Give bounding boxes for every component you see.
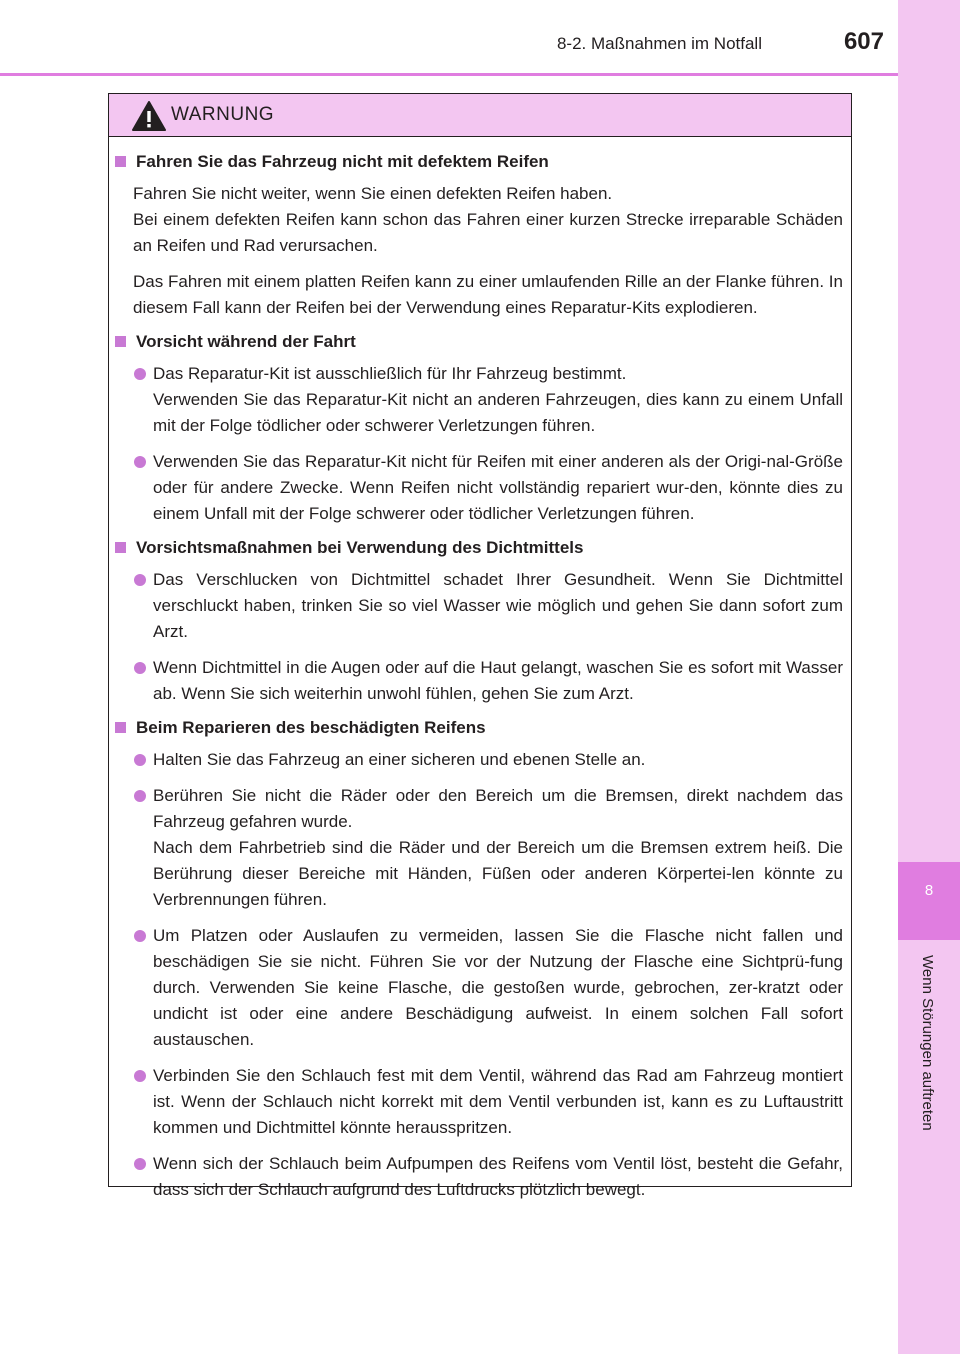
list-item xyxy=(109,1151,843,1203)
warning-header xyxy=(109,94,851,137)
list-item-text: Verbinden Sie den Schlauch fest mit dem Ventil, während das Rad am Fahrzeug montiert ist. Wenn der Schlauch nicht korrekt mit dem Ventil verbunden ist, kann es zu Luftaustritt kommen und Dichtmittel könnte herausspritzen. xyxy=(153,1066,843,1137)
body-paragraph: Bei einem defekten Reifen kann schon das Fahren einer kurzen Strecke irreparable Schäden an Reifen und Rad verursachen. xyxy=(133,210,843,255)
list-item-text: Verwenden Sie das Reparatur-Kit nicht für Reifen mit einer anderen als der Origi-nal-Größe oder für andere Zwecke. Wenn Reifen nicht vollständig repariert wur-den, könnte dies zu einem Unfall mit der Folge schwerer oder tödlicher Verletzungen führen. xyxy=(153,452,843,523)
list-item-text: Wenn Dichtmittel in die Augen oder auf die Haut gelangt, waschen Sie es sofort mit Wasser ab. Wenn Sie sich weiterhin unwohl fühlen, gehen Sie zum Arzt. xyxy=(153,658,843,703)
square-bullet-icon xyxy=(115,156,126,167)
list-item xyxy=(109,361,843,439)
section-heading xyxy=(109,329,851,355)
chapter-number: 8 xyxy=(924,882,934,899)
round-bullet-icon xyxy=(134,662,146,674)
chapter-label: Wenn Störungen auftreten xyxy=(919,955,936,1131)
square-bullet-icon xyxy=(115,722,126,733)
list-item xyxy=(109,655,843,707)
body-paragraph: Fahren Sie nicht weiter, wenn Sie einen defekten Reifen haben. xyxy=(133,184,613,203)
round-bullet-icon xyxy=(134,930,146,942)
square-bullet-icon xyxy=(115,336,126,347)
round-bullet-icon xyxy=(134,574,146,586)
section-heading-text: Fahren Sie das Fahrzeug nicht mit defektem Reifen xyxy=(136,152,549,171)
square-bullet-icon xyxy=(115,542,126,553)
list-item xyxy=(109,567,843,645)
body-paragraph: Das Fahren mit einem platten Reifen kann zu einer umlaufenden Rille an der Flanke führen. In diesem Fall kann der Reifen bei der Verwendung eines Reparatur-Kits explodieren. xyxy=(133,272,843,317)
warning-content xyxy=(109,149,851,1203)
list-item-text: Verwenden Sie das Reparatur-Kit nicht an anderen Fahrzeugen, dies kann zu einem Unfall mit der Folge tödlicher oder schwerer Verletzungen führen. xyxy=(153,390,843,435)
round-bullet-icon xyxy=(134,368,146,380)
warning-triangle-icon xyxy=(131,100,167,132)
list-item-text: Wenn sich der Schlauch beim Aufpumpen des Reifens vom Ventil löst, besteht die Gefahr, dass sich der Schlauch aufgrund des Luftdrucks plötzlich bewegt. xyxy=(153,1154,843,1199)
warning-box xyxy=(108,93,852,1199)
list-item-text: Nach dem Fahrbetrieb sind die Räder und der Bereich um die Bremsen extrem heiß. Die Berührung dieser Bereiche mit Händen, Füßen oder anderen Körpertei-len könnte zu Verbrennungen führen. xyxy=(153,838,843,909)
list-item-text: Um Platzen oder Auslaufen zu vermeiden, lassen Sie die Flasche nicht fallen und beschädigen Sie sie nicht. Führen Sie vor der Nutzung der Flasche eine Sichtprü-fung durch. Verwenden Sie keine Flasche, die gestoßen wurde, gebrochen, zer-kratzt oder undicht ist oder eine andere Beschädigung aufweist. In einem solchen Fall sofort austauschen. xyxy=(153,926,843,1049)
round-bullet-icon xyxy=(134,790,146,802)
section-heading xyxy=(109,149,851,175)
section-heading xyxy=(109,535,851,561)
list-item xyxy=(109,783,843,913)
round-bullet-icon xyxy=(134,1158,146,1170)
list-item xyxy=(109,1063,843,1141)
list-item-text: Das Verschlucken von Dichtmittel schadet Ihrer Gesundheit. Wenn Sie Dichtmittel verschluckt haben, trinken Sie so viel Wasser wie möglich und gehen Sie dann sofort zum Arzt. xyxy=(153,570,843,641)
section-heading-text: Beim Reparieren des beschädigten Reifens xyxy=(136,718,486,737)
page-number: 607 xyxy=(843,28,884,55)
header-divider xyxy=(0,73,898,76)
warning-title: WARNUNG xyxy=(171,104,275,125)
section-heading-text: Vorsichtsmaßnahmen bei Verwendung des Dichtmittels xyxy=(136,538,584,557)
list-item xyxy=(109,747,843,773)
section-heading-text: Vorsicht während der Fahrt xyxy=(136,332,356,351)
list-item-text: Halten Sie das Fahrzeug an einer sicheren und ebenen Stelle an. xyxy=(153,750,646,769)
round-bullet-icon xyxy=(134,1070,146,1082)
section-heading xyxy=(109,715,851,741)
section-title: 8-2. Maßnahmen im Notfall xyxy=(556,34,762,53)
round-bullet-icon xyxy=(134,754,146,766)
list-item xyxy=(109,923,843,1053)
list-item-text: Das Reparatur-Kit ist ausschließlich für Ihr Fahrzeug bestimmt. xyxy=(153,364,627,383)
list-item-text: Berühren Sie nicht die Räder oder den Bereich um die Bremsen, direkt nachdem das Fahrzeug gefahren wurde. xyxy=(153,786,843,831)
chapter-number-tab xyxy=(898,862,960,940)
round-bullet-icon xyxy=(134,456,146,468)
list-item xyxy=(109,449,843,527)
